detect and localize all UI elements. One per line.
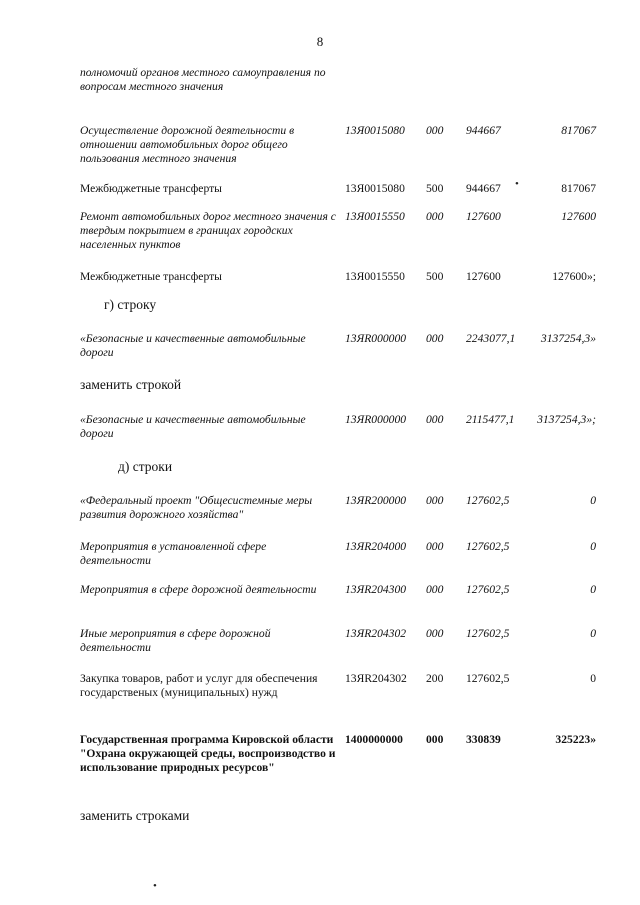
row-code: 13ЯR200000 [345, 494, 407, 507]
row-code: 13Я0015550 [345, 270, 405, 283]
instruction-replace-rows: заменить строками [80, 808, 190, 823]
row-value-1: 2115477,1 [466, 413, 515, 426]
row-code: 13Я0015080 [345, 124, 405, 137]
row-value-1: 127602,5 [466, 494, 510, 507]
row-value-2: 127600 [561, 210, 596, 223]
row-kind: 000 [426, 733, 444, 746]
row-code: 1400000000 [345, 733, 403, 746]
row-name: Государственная программа Кировской области "Охрана окружающей среды, воспроизводство и использование природных ресурсов" [80, 733, 336, 774]
row-kind: 200 [426, 672, 444, 685]
row-kind: 000 [426, 627, 444, 640]
scan-speck: • [515, 178, 519, 190]
row-name: Мероприятия в установленной сфере деятельности [80, 540, 267, 567]
row-code: 13ЯR000000 [345, 332, 407, 345]
row-code: 13Я0015550 [345, 210, 405, 223]
page-number: 8 [316, 34, 324, 49]
row-name: полномочий органов местного самоуправления по вопросам местного значения [80, 66, 326, 93]
row-name: «Безопасные и качественные автомобильные дороги [80, 332, 306, 359]
row-value-2: 0 [590, 583, 596, 596]
row-value-1: 127600 [466, 270, 501, 283]
row-value-1: 127602,5 [466, 672, 510, 685]
scan-speck: • [153, 880, 157, 892]
row-value-1: 944667 [466, 124, 501, 137]
row-value-1: 127602,5 [466, 583, 510, 596]
row-value-1: 127600 [466, 210, 501, 223]
row-value-2: 127600»; [552, 270, 596, 283]
row-kind: 000 [426, 413, 444, 426]
row-kind: 000 [426, 540, 444, 553]
row-kind: 000 [426, 494, 444, 507]
row-code: 13Я0015080 [345, 182, 405, 195]
row-name: Межбюджетные трансферты [80, 182, 222, 195]
row-value-1: 944667 [466, 182, 501, 195]
row-value-1: 127602,5 [466, 540, 510, 553]
row-code: 13ЯR204300 [345, 583, 407, 596]
row-value-2: 0 [590, 672, 596, 685]
row-kind: 000 [426, 583, 444, 596]
row-value-1: 2243077,1 [466, 332, 516, 345]
row-name: Осуществление дорожной деятельности в отношении автомобильных дорог общего пользования местного значения [80, 124, 295, 165]
row-value-2: 3137254,3» [540, 332, 596, 345]
row-value-2: 3137254,3»; [537, 413, 596, 426]
instruction-replace-row: заменить строкой [80, 377, 182, 392]
row-kind: 500 [426, 270, 444, 283]
row-value-2: 0 [590, 540, 596, 553]
row-value-1: 127602,5 [466, 627, 510, 640]
row-kind: 500 [426, 182, 444, 195]
instruction-d: д) строки [118, 459, 173, 474]
instruction-g: г) строку [104, 297, 157, 312]
row-code: 13ЯR000000 [345, 413, 407, 426]
row-kind: 000 [426, 210, 444, 223]
row-name: «Безопасные и качественные автомобильные дороги [80, 413, 306, 440]
row-code: 13ЯR204000 [345, 540, 407, 553]
row-name: Закупка товаров, работ и услуг для обеспечения государственых (муниципальных) нужд [80, 672, 318, 699]
row-name: Мероприятия в сфере дорожной деятельности [80, 583, 317, 596]
row-name: Межбюджетные трансферты [80, 270, 222, 283]
row-value-2: 0 [590, 494, 596, 507]
row-name: Иные мероприятия в сфере дорожной деятельности [80, 627, 271, 654]
row-name: Ремонт автомобильных дорог местного значения с твердым покрытием в границах городских населенных пунктов [80, 210, 336, 251]
row-code: 13ЯR204302 [345, 627, 407, 640]
row-kind: 000 [426, 124, 444, 137]
row-kind: 000 [426, 332, 444, 345]
row-code: 13ЯR204302 [345, 672, 407, 685]
row-value-2: 817067 [561, 124, 596, 137]
row-value-1: 330839 [466, 733, 501, 746]
row-value-2: 0 [590, 627, 596, 640]
row-value-2: 325223» [555, 733, 596, 746]
row-name: «Федеральный проект "Общесистемные меры развития дорожного хозяйства" [80, 494, 313, 521]
row-value-2: 817067 [561, 182, 596, 195]
